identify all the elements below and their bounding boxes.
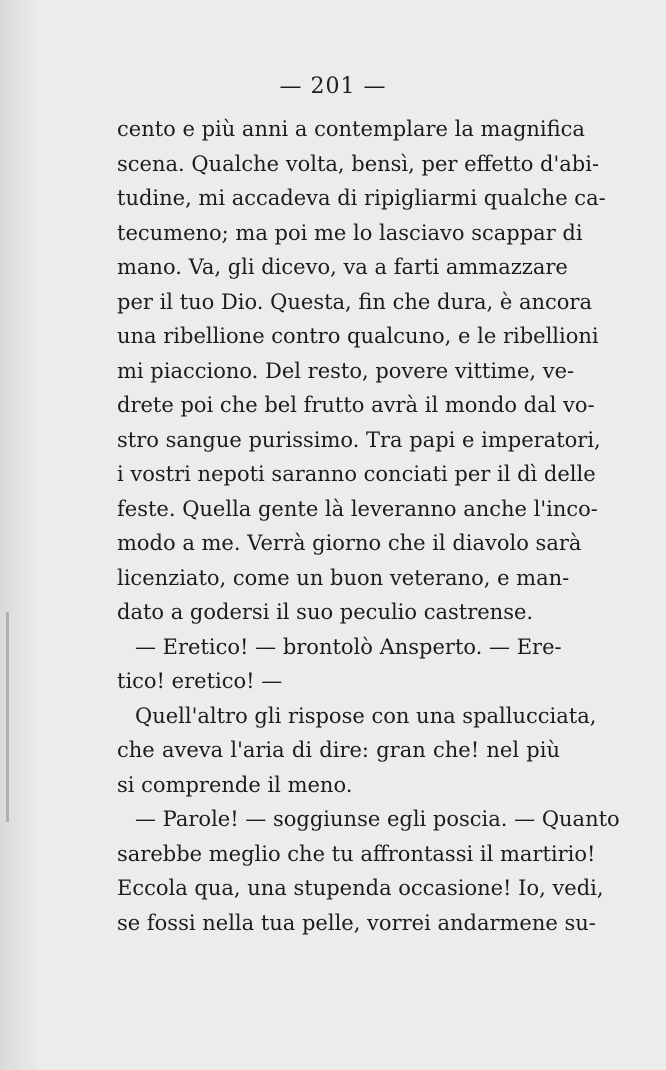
text-line: drete poi che bel frutto avrà il mondo dal vo- [117, 393, 595, 417]
text-line: tico! eretico! — [117, 669, 283, 693]
text-line: Eccola qua, una stupenda occasione! Io, vedi, [117, 876, 604, 900]
text-line: tecumeno; ma poi me lo lasciavo scappar di [117, 220, 583, 245]
text-line: scena. Qualche volta, bensì, per effetto d'abi- [117, 151, 600, 176]
body-text [117, 112, 620, 940]
text-line: sarebbe meglio che tu affrontassi il martirio! [117, 841, 596, 866]
text-line: Quell'altro gli rispose con una spallucciata, [135, 703, 597, 728]
text-line: stro sangue purissimo. Tra papi e imperatori, [117, 427, 601, 452]
text-line: feste. Quella gente là leveranno anche l'inco- [117, 496, 598, 521]
page-number: — 201 — [279, 74, 387, 99]
text-line: dato a godersi il suo peculio castrense. [117, 600, 534, 624]
text-line: modo a me. Verrà giorno che il diavolo sarà [117, 531, 582, 555]
text-line: licenziato, come un buon veterano, e man- [117, 565, 570, 590]
page-edge-shadow [0, 0, 40, 1070]
text-line: se fossi nella tua pelle, vorrei andarmene su- [117, 910, 596, 935]
binding-mark [6, 612, 9, 822]
text-line: mi piacciono. Del resto, povere vittime, ve- [117, 358, 575, 383]
text-line: i vostri nepoti saranno conciati per il dì delle [117, 462, 596, 486]
text-line: una ribellione contro qualcuno, e le ribellioni [117, 324, 599, 348]
text-line: che aveva l'aria di dire: gran che! nel più [117, 738, 560, 762]
text-line: — Eretico! — brontolò Ansperto. — Ere- [135, 634, 562, 659]
text-line: si comprende il meno. [117, 772, 353, 797]
text-line: mano. Va, gli dicevo, va a farti ammazzare [117, 255, 568, 279]
text-line: cento e più anni a contemplare la magnifica [117, 117, 585, 141]
text-line: per il tuo Dio. Questa, fin che dura, è ancora [117, 289, 592, 314]
text-line: tudine, mi accadeva di ripigliarmi qualche ca- [117, 186, 606, 210]
text-line: — Parole! — soggiunse egli poscia. — Quanto [135, 807, 620, 831]
